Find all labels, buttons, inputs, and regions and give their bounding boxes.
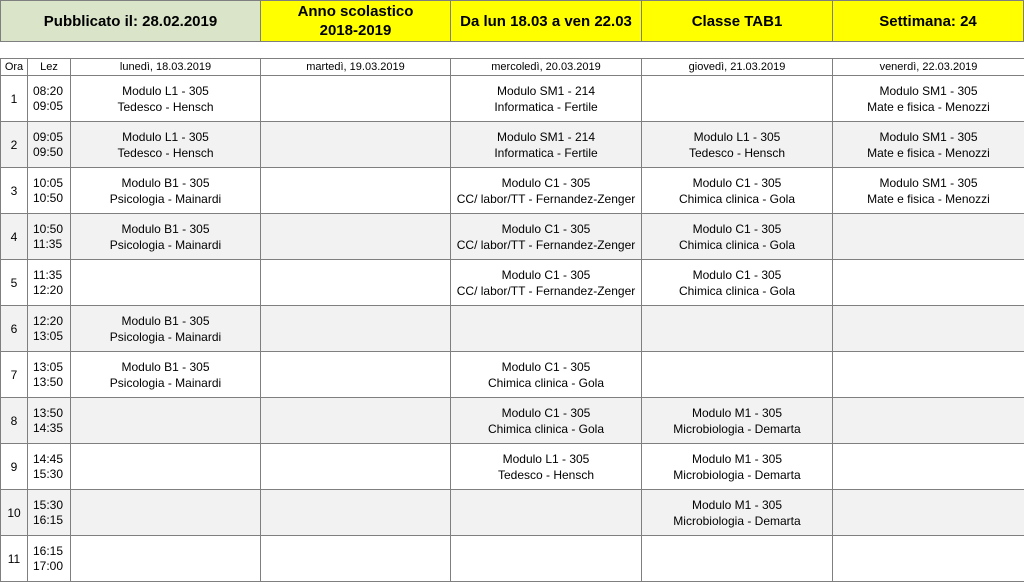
lesson-cell	[833, 168, 1024, 214]
lesson-cell	[71, 490, 261, 536]
lesson-cell	[451, 536, 642, 582]
period-number: 2	[1, 122, 28, 168]
lesson-subject-teacher: CC/ labor/TT - Fernandez-Zenger	[456, 191, 636, 206]
lesson-subject-teacher: Chimica clinica - Gola	[678, 283, 796, 298]
start-time: 13:50	[33, 405, 64, 420]
lesson-subject-teacher: Microbiologia - Demarta	[673, 513, 801, 528]
end-time: 14:35	[33, 420, 64, 435]
lesson-cell	[833, 444, 1024, 490]
lesson-module: Modulo SM1 - 214	[496, 83, 596, 98]
lesson-cell	[71, 260, 261, 306]
col-day: giovedì, 21.03.2019	[642, 59, 833, 76]
end-time: 13:50	[33, 374, 64, 389]
end-time: 12:20	[33, 282, 64, 297]
col-ora: Ora	[1, 59, 28, 76]
lesson-subject-teacher: Mate e fisica - Menozzi	[867, 145, 990, 160]
spacer	[0, 44, 1024, 58]
end-time: 10:50	[33, 190, 64, 205]
timetable-row	[1, 260, 1024, 306]
timetable-row	[1, 398, 1024, 444]
week-number: Settimana: 24	[832, 0, 1024, 42]
lesson-cell	[261, 398, 451, 444]
lesson-cell	[642, 260, 833, 306]
lesson-cell	[451, 260, 642, 306]
lesson-module: Modulo L1 - 305	[693, 129, 781, 144]
lesson-module: Modulo C1 - 305	[692, 175, 782, 190]
lesson-module: Modulo C1 - 305	[692, 221, 782, 236]
timetable-row	[1, 168, 1024, 214]
start-time: 13:05	[33, 359, 64, 374]
period-number: 3	[1, 168, 28, 214]
lesson-cell	[833, 76, 1024, 122]
lesson-cell	[261, 490, 451, 536]
lesson-subject-teacher: Informatica - Fertile	[494, 99, 598, 114]
period-time	[28, 306, 71, 352]
end-time: 16:15	[33, 512, 64, 527]
lesson-subject-teacher: CC/ labor/TT - Fernandez-Zenger	[456, 237, 636, 252]
col-lez: Lez	[28, 59, 71, 76]
period-time	[28, 260, 71, 306]
lesson-subject-teacher: Mate e fisica - Menozzi	[867, 191, 990, 206]
lesson-cell	[451, 214, 642, 260]
lesson-cell	[261, 168, 451, 214]
lesson-cell	[261, 444, 451, 490]
lesson-module: Modulo C1 - 305	[501, 267, 591, 282]
timetable-row	[1, 490, 1024, 536]
lesson-cell	[261, 352, 451, 398]
lesson-subject-teacher: Chimica clinica - Gola	[487, 375, 605, 390]
published-date: Pubblicato il: 28.02.2019	[0, 0, 261, 42]
class-name: Classe TAB1	[641, 0, 833, 42]
lesson-cell	[833, 260, 1024, 306]
lesson-module: Modulo C1 - 305	[692, 267, 782, 282]
lesson-subject-teacher: Microbiologia - Demarta	[673, 421, 801, 436]
lesson-cell	[71, 444, 261, 490]
lesson-cell	[451, 168, 642, 214]
lesson-cell	[451, 122, 642, 168]
lesson-subject-teacher: Tedesco - Hensch	[117, 99, 214, 114]
start-time: 14:45	[33, 451, 64, 466]
lesson-cell	[642, 398, 833, 444]
period-number: 4	[1, 214, 28, 260]
lesson-subject-teacher: Tedesco - Hensch	[497, 467, 595, 482]
lesson-cell	[833, 122, 1024, 168]
lesson-subject-teacher: Tedesco - Hensch	[117, 145, 214, 160]
lesson-subject-teacher: Psicologia - Mainardi	[109, 329, 222, 344]
lesson-cell	[261, 306, 451, 352]
lesson-module: Modulo B1 - 305	[121, 359, 210, 374]
lesson-cell	[71, 214, 261, 260]
col-day: martedì, 19.03.2019	[261, 59, 451, 76]
lesson-cell	[833, 352, 1024, 398]
timetable-row	[1, 536, 1024, 582]
start-time: 15:30	[33, 497, 64, 512]
lesson-module: Modulo L1 - 305	[122, 129, 209, 144]
end-time: 15:30	[33, 466, 64, 481]
period-time	[28, 398, 71, 444]
lesson-cell	[451, 306, 642, 352]
period-number: 6	[1, 306, 28, 352]
lesson-cell	[833, 490, 1024, 536]
end-time: 09:05	[33, 98, 64, 113]
timetable-row	[1, 76, 1024, 122]
lesson-cell	[642, 536, 833, 582]
start-time: 12:20	[33, 313, 64, 328]
period-number: 10	[1, 490, 28, 536]
lesson-cell	[451, 76, 642, 122]
lesson-subject-teacher: Chimica clinica - Gola	[678, 237, 796, 252]
lesson-module: Modulo SM1 - 305	[879, 175, 978, 190]
start-time: 08:20	[33, 83, 64, 98]
lesson-cell	[71, 76, 261, 122]
period-time	[28, 122, 71, 168]
lesson-subject-teacher: Psicologia - Mainardi	[109, 375, 222, 390]
lesson-module: Modulo L1 - 305	[122, 83, 209, 98]
school-year-label: Anno scolastico	[297, 3, 414, 20]
lesson-module: Modulo SM1 - 214	[496, 129, 596, 144]
lesson-subject-teacher: Microbiologia - Demarta	[673, 467, 801, 482]
start-time: 10:05	[33, 175, 64, 190]
period-number: 11	[1, 536, 28, 582]
lesson-cell	[833, 536, 1024, 582]
col-day: lunedì, 18.03.2019	[71, 59, 261, 76]
lesson-module: Modulo M1 - 305	[691, 497, 783, 512]
start-time: 09:05	[33, 129, 64, 144]
period-time	[28, 168, 71, 214]
start-time: 16:15	[33, 543, 64, 558]
start-time: 11:35	[33, 267, 63, 282]
timetable-row	[1, 214, 1024, 260]
lesson-module: Modulo B1 - 305	[121, 175, 210, 190]
timetable-row	[1, 352, 1024, 398]
lesson-module: Modulo M1 - 305	[691, 451, 783, 466]
lesson-cell	[451, 444, 642, 490]
lesson-cell	[642, 168, 833, 214]
end-time: 09:50	[33, 144, 64, 159]
timetable-row	[1, 122, 1024, 168]
lesson-cell	[71, 352, 261, 398]
lesson-subject-teacher: CC/ labor/TT - Fernandez-Zenger	[456, 283, 636, 298]
lesson-subject-teacher: Chimica clinica - Gola	[678, 191, 796, 206]
period-time	[28, 214, 71, 260]
lesson-module: Modulo SM1 - 305	[879, 129, 978, 144]
lesson-cell	[642, 490, 833, 536]
lesson-cell	[261, 260, 451, 306]
period-time	[28, 76, 71, 122]
lesson-module: Modulo SM1 - 305	[879, 83, 978, 98]
lesson-cell	[261, 214, 451, 260]
col-day: venerdì, 22.03.2019	[833, 59, 1024, 76]
lesson-module: Modulo C1 - 305	[501, 405, 591, 420]
lesson-subject-teacher: Tedesco - Hensch	[688, 145, 786, 160]
lesson-module: Modulo C1 - 305	[501, 221, 591, 236]
lesson-cell	[71, 168, 261, 214]
lesson-cell	[261, 76, 451, 122]
lesson-cell	[642, 76, 833, 122]
end-time: 11:35	[33, 236, 63, 251]
lesson-cell	[642, 444, 833, 490]
lesson-cell	[642, 306, 833, 352]
lesson-subject-teacher: Psicologia - Mainardi	[109, 191, 222, 206]
lesson-subject-teacher: Informatica - Fertile	[494, 145, 598, 160]
start-time: 10:50	[33, 221, 64, 236]
column-header-row	[1, 59, 1024, 76]
period-time	[28, 352, 71, 398]
lesson-cell	[261, 122, 451, 168]
end-time: 13:05	[33, 328, 64, 343]
lesson-subject-teacher: Psicologia - Mainardi	[109, 237, 222, 252]
lesson-cell	[71, 122, 261, 168]
timetable-row	[1, 444, 1024, 490]
lesson-module: Modulo C1 - 305	[501, 359, 591, 374]
period-number: 5	[1, 260, 28, 306]
col-day: mercoledì, 20.03.2019	[451, 59, 642, 76]
lesson-cell	[833, 306, 1024, 352]
lesson-cell	[451, 398, 642, 444]
lesson-subject-teacher: Mate e fisica - Menozzi	[867, 99, 990, 114]
lesson-cell	[642, 214, 833, 260]
lesson-cell	[642, 352, 833, 398]
period-time	[28, 536, 71, 582]
timetable	[0, 58, 1024, 582]
lesson-cell	[71, 536, 261, 582]
period-time	[28, 490, 71, 536]
lesson-module: Modulo B1 - 305	[121, 313, 210, 328]
period-number: 7	[1, 352, 28, 398]
lesson-cell	[451, 352, 642, 398]
lesson-module: Modulo L1 - 305	[502, 451, 590, 466]
period-time	[28, 444, 71, 490]
period-number: 8	[1, 398, 28, 444]
timetable-row	[1, 306, 1024, 352]
date-range: Da lun 18.03 a ven 22.03	[450, 0, 642, 42]
lesson-cell	[71, 306, 261, 352]
period-number: 1	[1, 76, 28, 122]
lesson-cell	[71, 398, 261, 444]
header-bar	[0, 0, 1024, 44]
lesson-cell	[833, 214, 1024, 260]
lesson-module: Modulo C1 - 305	[501, 175, 591, 190]
lesson-module: Modulo B1 - 305	[121, 221, 210, 236]
lesson-cell	[261, 536, 451, 582]
lesson-cell	[451, 490, 642, 536]
lesson-module: Modulo M1 - 305	[691, 405, 783, 420]
end-time: 17:00	[33, 558, 64, 573]
period-number: 9	[1, 444, 28, 490]
lesson-cell	[642, 122, 833, 168]
lesson-cell	[833, 398, 1024, 444]
lesson-subject-teacher: Chimica clinica - Gola	[487, 421, 605, 436]
school-year	[260, 0, 451, 42]
school-year-value: 2018-2019	[319, 22, 392, 39]
